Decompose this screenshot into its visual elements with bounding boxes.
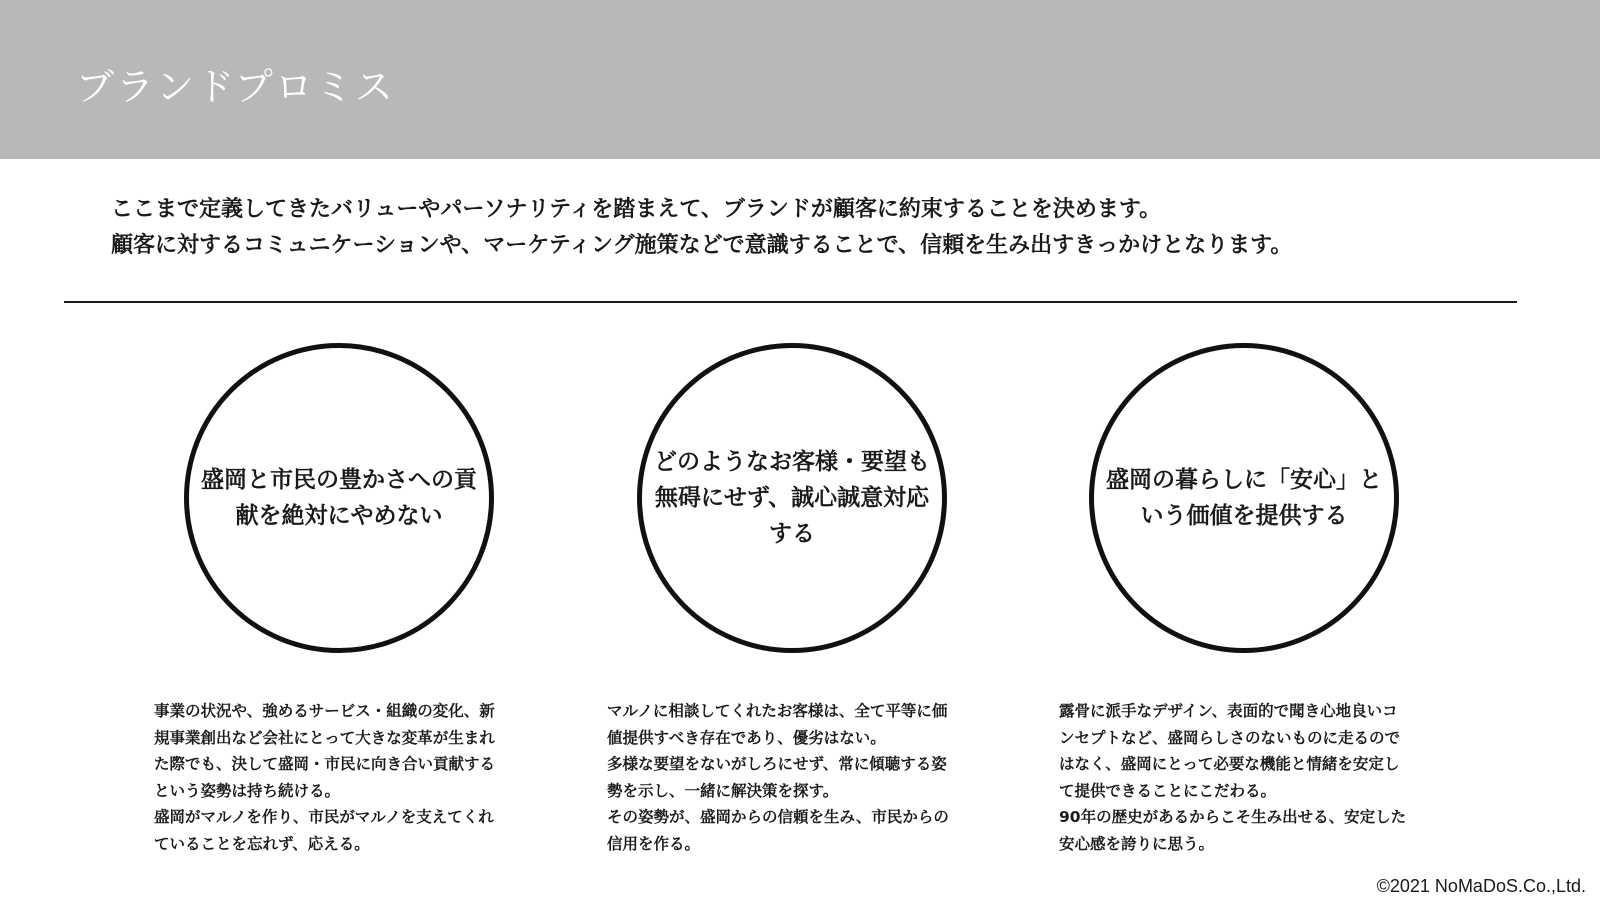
promise-description xyxy=(154,698,544,857)
description-line: 事業の状況や、強めるサービス・組織の変化、新 xyxy=(154,702,495,720)
description-line: 信用を作る。 xyxy=(607,834,701,853)
intro-text xyxy=(111,192,1531,264)
promise-heading xyxy=(647,444,937,552)
section-divider xyxy=(64,301,1517,303)
description-line: はなく、盛岡にとって必要な機能と情緒を安定し xyxy=(1059,755,1400,773)
promise-heading xyxy=(1099,462,1389,534)
description-line: ンセプトなど、盛岡らしさのないものに走るので xyxy=(1059,728,1401,747)
description-line: 安心感を誇りに思う。 xyxy=(1059,834,1215,853)
page-title: ブランドプロミス xyxy=(76,65,395,109)
description-line: て提供できることにこだわる。 xyxy=(1059,781,1277,800)
promise-heading-line: 無碍にせず、誠心誠意対応 xyxy=(654,485,930,511)
description-line: 値提供すべき存在であり、優劣はない。 xyxy=(607,728,886,747)
description-line: 規事業創出など会社にとって大きな変革が生まれ xyxy=(154,728,495,747)
promise-heading-line: 献を絶対にやめない xyxy=(235,503,443,529)
promise-circle xyxy=(1089,343,1399,653)
description-line: 盛岡がマルノを作り、市民がマルノを支えてくれ xyxy=(154,808,494,826)
promise-heading-line: 盛岡の暮らしに「安心」と xyxy=(1106,467,1382,493)
description-line: マルノに相談してくれたお客様は、全て平等に価 xyxy=(607,702,948,720)
description-line: 露骨に派手なデザイン、表面的で聞き心地良いコ xyxy=(1059,702,1398,720)
promise-circle xyxy=(637,343,947,653)
intro-line: ここまで定義してきたバリューやパーソナリティを踏まえて、ブランドが顧客に約束することを決めます。 xyxy=(111,197,1162,222)
promise-description xyxy=(607,698,997,857)
copyright-notice: ©2021 NoMaDoS.Co.,Ltd. xyxy=(1376,876,1586,896)
intro-line: 顧客に対するコミュニケーションや、マーケティング施策などで意識することで、信頼を生み出すきっかけとなります。 xyxy=(111,233,1293,258)
promise-heading xyxy=(194,462,484,534)
description-line: という姿勢は持ち続ける。 xyxy=(154,781,341,800)
description-line: 勢を示し、一緒に解決策を探す。 xyxy=(607,781,839,800)
description-line: ていることを忘れず、応える。 xyxy=(154,834,370,853)
description-line: た際でも、決して盛岡・市民に向き合い貢献する xyxy=(154,755,496,773)
promise-heading-line: する xyxy=(769,521,815,547)
promise-heading-line: いう価値を提供する xyxy=(1140,503,1348,529)
promise-circle xyxy=(184,343,494,653)
description-line: 多様な要望をないがしろにせず、常に傾聴する姿 xyxy=(607,755,947,773)
header-bar xyxy=(0,0,1600,159)
description-line: その姿勢が、盛岡からの信頼を生み、市民からの xyxy=(607,808,949,826)
promise-description xyxy=(1059,698,1449,857)
promise-heading-line: どのようなお客様・要望も xyxy=(654,449,930,475)
promise-heading-line: 盛岡と市民の豊かさへの貢 xyxy=(201,467,477,493)
description-line: 90年の歴史があるからこそ生み出せる、安定した xyxy=(1059,808,1407,826)
